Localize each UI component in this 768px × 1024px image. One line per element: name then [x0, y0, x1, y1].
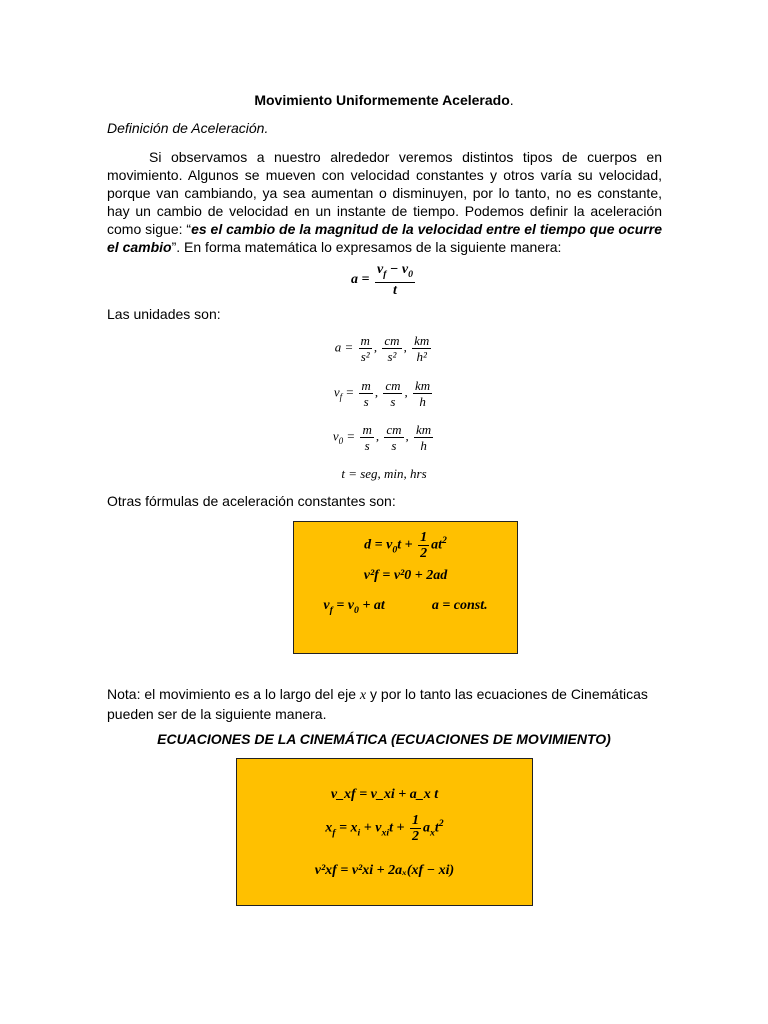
frac-den: h — [420, 438, 427, 453]
frac-den: 2 — [411, 829, 419, 844]
eq-part: t + — [397, 537, 417, 553]
box1-eq1 — [294, 530, 517, 561]
units-a-row: a = $\frac{m}{\text{s²}}$ , $\frac{cm}{\text{s²}}$ , $\frac{km}{\text{h²}}$ — [334, 333, 430, 364]
eq-part: d = v — [364, 537, 393, 553]
page-title-dot: . — [509, 92, 514, 108]
frac-num: km — [414, 378, 431, 393]
frac-den: s — [364, 438, 370, 453]
eq-part: a — [422, 820, 430, 836]
eq-sub: 0 — [392, 544, 398, 556]
acceleration-formula — [0, 262, 768, 298]
frac-num: 1 — [411, 813, 419, 828]
formula-box-kinematics — [236, 758, 533, 906]
frac-den: s — [363, 394, 369, 409]
frac-num: km — [414, 333, 430, 348]
eq-part: x — [325, 820, 333, 836]
definition-paragraph — [107, 148, 662, 256]
frac-num: cm — [384, 333, 400, 348]
other-formulas-label: Otras fórmulas de aceleración constantes son: — [107, 493, 396, 509]
eq-sub: f — [329, 604, 333, 616]
units-vf-sub: f — [339, 392, 343, 403]
paragraph-text: Si observamos a nuestro alrededor veremos distintos tipos de cuerpos en movimiento. Algunos se mueven con velocidad constantes y otros varía su velocidad, porque van cambiando, ya sea aumentan o disminuyen, por lo tanto, no es constante, hay un cambio de velocidad en un instante de tiempo. Podemos definir la aceleración como sigue: “ — [107, 149, 662, 237]
eq-sup: 2 — [441, 535, 447, 547]
frac-num: 1 — [420, 530, 428, 545]
formula-den: t — [393, 282, 397, 298]
formula-lhs: a = — [350, 272, 370, 288]
eq-sup: 2 — [438, 818, 444, 830]
frac-den: 2 — [420, 546, 428, 561]
eq-sub: xi — [381, 827, 390, 839]
page-title — [0, 92, 768, 108]
formula-num-rest: − v — [386, 262, 409, 277]
frac-den: s — [390, 394, 396, 409]
units-vf-lhs: v — [333, 384, 340, 400]
units-v0-sub: 0 — [338, 436, 344, 447]
frac-num: m — [360, 333, 370, 348]
units-v0-row: $v_0$ = $\frac{m}{s}$ , $\frac{cm}{s}$ , $\frac{km}{h}$ — [332, 422, 432, 453]
formula-num-sub: f — [383, 268, 387, 280]
note-x-var: x — [359, 688, 367, 703]
units-v0-lhs: v — [332, 428, 339, 444]
eq-part: + at — [358, 598, 385, 613]
paragraph-emphasis: es el cambio de la magnitud de la velocidad entre el tiempo que ocurre el cambio — [107, 221, 662, 255]
frac-num: cm — [385, 378, 401, 393]
units-vf-row: $v_f$ = $\frac{m}{s}$ , $\frac{cm}{s}$ , $\frac{km}{h}$ — [333, 378, 431, 409]
eq-sub: f — [332, 827, 336, 839]
box2-eq3: v²xf = v²xi + 2aₓ(xf − xi) — [314, 863, 455, 878]
frac-den: h² — [416, 349, 427, 364]
frac-den: s² — [387, 349, 397, 364]
eq-part: at — [431, 537, 442, 553]
formula-num: v — [376, 262, 384, 277]
page-title-text: Movimiento Uniformemente Acelerado — [254, 92, 510, 108]
eq-part: = x — [335, 820, 358, 836]
note-text: Nota: el movimiento es a lo largo del eje — [107, 686, 360, 702]
eq-sub: 0 — [354, 604, 359, 616]
frac-den: s — [391, 438, 397, 453]
note-paragraph — [107, 685, 662, 723]
eq-part: t — [434, 820, 439, 836]
units-t-row: t = seg, min, hrs — [341, 466, 427, 481]
box1-eq3 — [294, 598, 517, 616]
eq-sub: i — [357, 827, 361, 839]
eq-sub: x — [429, 827, 435, 839]
frac-den: s² — [360, 349, 370, 364]
frac-num: cm — [386, 422, 402, 437]
frac-den: h — [419, 394, 426, 409]
units-a-lhs: a = — [334, 339, 354, 355]
kinematics-equations-title: ECUACIONES DE LA CINEMÁTICA (ECUACIONES DE MOVIMIENTO) — [157, 731, 611, 747]
formula-box-constant-acceleration — [293, 521, 518, 654]
eq-part: a = const. — [431, 598, 488, 613]
eq-part: + v — [360, 820, 382, 836]
frac-num: km — [416, 422, 432, 437]
frac-num: m — [361, 378, 371, 393]
eq-part: = v — [332, 598, 355, 613]
units-label: Las unidades son: — [107, 306, 221, 322]
paragraph-text-end: ”. En forma matemática lo expresamos de la siguiente manera: — [171, 239, 562, 255]
eq-part: t + — [389, 820, 408, 836]
units-vf-eq: = — [342, 384, 355, 400]
eq-part: v — [323, 598, 330, 613]
box2-eq2 — [237, 813, 532, 844]
formula-num-rest-sub: 0 — [408, 268, 414, 280]
box2-eq1: v_xf = v_xi + a_x t — [330, 787, 439, 802]
section-subtitle: Definición de Aceleración. — [107, 120, 269, 136]
note-text-end: y por lo tanto las ecuaciones de Cinemáticas pueden ser de la siguiente manera. — [107, 686, 648, 722]
box1-eq2: v²f = v²0 + 2ad — [363, 568, 448, 583]
frac-num: m — [362, 422, 372, 437]
units-v0-eq: = — [343, 428, 356, 444]
